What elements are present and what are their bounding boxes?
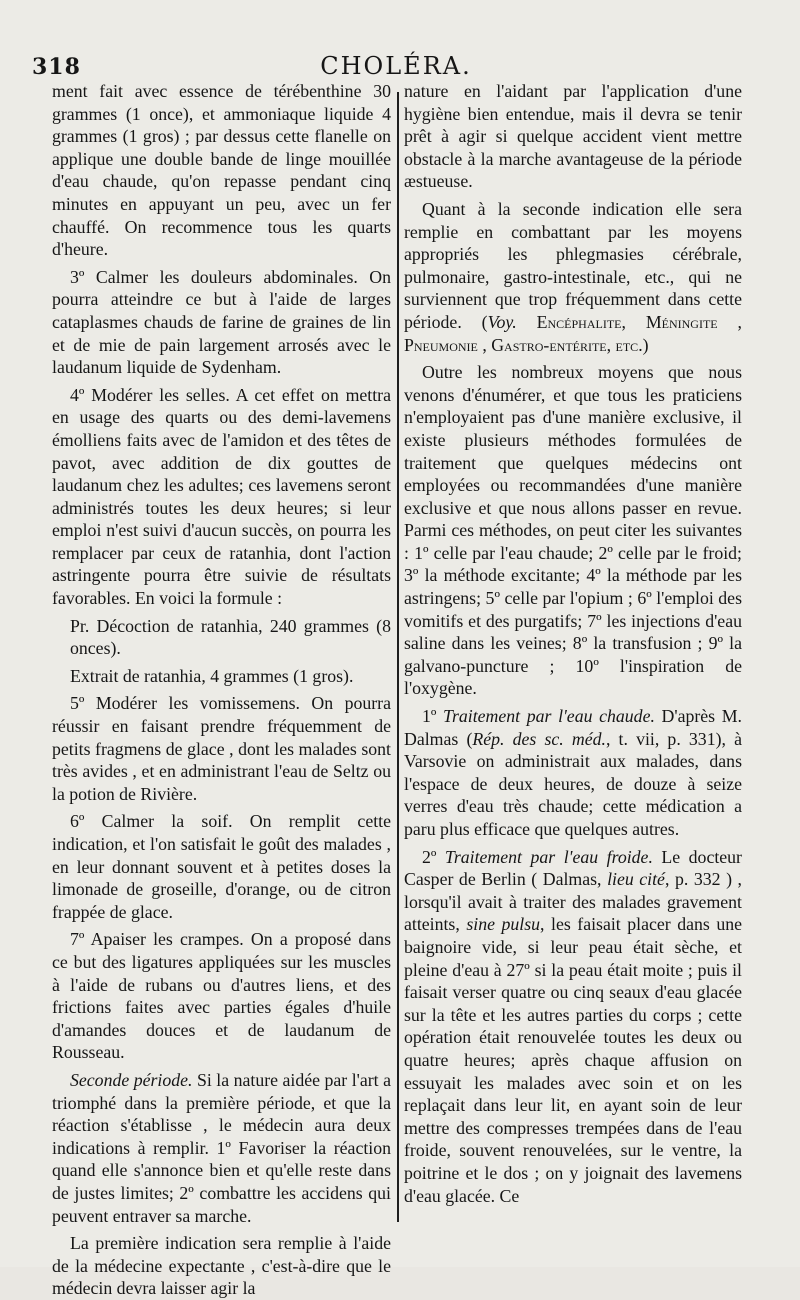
paragraph-text: , les faisait placer dans une baignoire vide, si leur peau était sèche, et pleine d'eau à 27º si la peau était moite ; puis il faisait verser quatre ou cinq seaux d'eau glacée sur la tête et les autres parties du corps ; cette opération était renouvelée toutes les deux ou quatre heures; après chaque affusion on essuyait les malades avec soin et on les replaçait dans leur lit, en ayant soin de leur mettre des compresses trempées dans de l'eau froide, souvent renouvelées, sur le ventre, la poitrine et le dos ; on y joignait des lavemens d'eau glacée. Ce — [404, 914, 742, 1206]
paragraph: Outre les nombreux moyens que nous venons d'énumérer, et que tous les praticiens n'employaient pas d'une manière exclusive, il existe plusieurs méthodes formulées de traitement que quelques médecins ont employées ou recommandées d'une manière exclusive et que nous allons passer en revue. Parmi ces méthodes, on peut citer les suivantes : 1º celle par l'eau chaude; 2º celle par le froid; 3º la méthode excitante; 4º la méthode par les astringens; 5º celle par l'opium ; 6º l'emploi des vomitifs et des purgatifs; 7º les injections d'eau saline dans les veines; 8º la transfusion ; 9º la galvano-puncture ; 10º l'inspiration de l'oxygène. — [404, 362, 742, 699]
text-columns — [52, 80, 742, 1299]
cross-reference-list: Encéphalite, Méningite , Pneumonie , Gastro-entérite, etc.) — [404, 311, 742, 355]
column-divider — [397, 92, 399, 1222]
right-column — [404, 80, 742, 1220]
page-header — [32, 48, 760, 84]
page-number: 318 — [32, 54, 81, 80]
latin-term: sine pulsu — [466, 914, 541, 935]
item-number: 1º — [422, 706, 444, 727]
running-title: CHOLÉRA. — [320, 52, 472, 80]
paragraph-text: Si la nature aidée par l'art a triomphé dans la première période, et que la réaction s'établisse , le médecin aura deux indications à remplir. 1º Favoriser la réaction quand elle s'annonce bien et qu'elle reste dans de justes limites; 2º combattre les accidens qui peuvent entraver sa marche. — [52, 1069, 391, 1226]
paragraph: 6º Calmer la soif. On remplit cette indication, et l'on satisfait le goût des malades , en leur donnant souvent et à petites doses la limonade de groseille, d'orange, ou de citron frappée de glace. — [52, 811, 391, 922]
section-heading: Traitement par l'eau froide. — [444, 846, 653, 867]
paragraph — [404, 198, 742, 356]
paragraph-text: , p. 332 ) , lorsqu'il avait à traiter des malades gravement atteints, — [404, 869, 742, 935]
citation: lieu cité — [607, 869, 665, 890]
paragraph: 3º Calmer les douleurs abdominales. On pourra atteindre ce but à l'aide de larges cataplasmes chauds de farine de graines de lin et de mie de pain largement arrosés avec le laudanum liquide de Sydenham. — [52, 266, 391, 378]
paragraph-text: Le docteur Casper de Berlin ( Dalmas, — [404, 846, 742, 890]
item-number: 2º — [422, 846, 445, 867]
recipe-line: Pr. Décoction de ratanhia, 240 grammes (8 onces). — [70, 615, 391, 659]
paragraph — [52, 1069, 391, 1227]
paragraph-text: , t. vii, p. 331), à Varsovie on administrait aux malades, dans l'espace de deux heures, de douze à seize verres d'eau très chaude; cette médication a paru plus efficace que quelques autres. — [404, 728, 742, 839]
paragraph: ment fait avec essence de térébenthine 30 grammes (1 once), et ammoniaque liquide 4 grammes (1 gros) ; par dessus cette flanelle on applique une double bande de linge mouillée d'eau chaude, qu'on repasse pendant cinq minutes en appuyant un peu, avec un fer chauffé. On recommence tous les quarts d'heure. — [52, 81, 391, 260]
paragraph-text: D'après M. Dalmas ( — [404, 706, 742, 749]
section-heading: Traitement par l'eau chaude. — [443, 706, 655, 727]
paragraph — [404, 705, 742, 841]
section-heading: Seconde période. — [70, 1069, 193, 1090]
recipe-line: Extrait de ratanhia, 4 grammes (1 gros). — [70, 665, 354, 686]
paragraph — [404, 846, 742, 1208]
left-column — [52, 80, 391, 1299]
cross-reference: Voy. — [487, 311, 517, 332]
paragraph: nature en l'aidant par l'application d'une hygiène bien entendue, mais il devra se tenir prêt à agir si quelque accident vient mettre obstacle à la marche avantageuse de la période æstueuse. — [404, 81, 742, 192]
paragraph-text: Quant à la seconde indication elle sera remplie en combattant par les moyens appropriés les phlegmasies cérébrale, pulmonaire, gastro-intestinale, etc., qui ne surviennent que trop fréquemment dans cette période. ( — [404, 198, 742, 332]
paragraph: 7º Apaiser les crampes. On a proposé dans ce but des ligatures appliquées sur les muscles à l'aide de rubans ou d'autres liens, et des frictions faites avec parties égales d'huile d'amandes douces et de laudanum de Rousseau. — [52, 929, 391, 1063]
paragraph: 4º Modérer les selles. A cet effet on mettra en usage des quarts ou des demi-lavemens émolliens faits avec de l'amidon et des têtes de pavot, avec addition de dix gouttes de laudanum chez les adultes; ces lavemens seront administrés toutes les deux heures; si leur emploi n'est suivi d'aucun succès, on pourra les remplacer par ceux de ratanhia, dont l'action astringente pourra être suivie de résultats favorables. En voici la formule : — [52, 384, 391, 609]
citation: Rép. des sc. méd. — [472, 728, 606, 749]
paragraph: 5º Modérer les vomissemens. On pourra réussir en faisant prendre fréquemment de petits fragmens de glace , dont les malades sont très avides , et en administrant l'eau de Seltz ou la potion de Rivière. — [52, 693, 391, 804]
paragraph: La première indication sera remplie à l'aide de la médecine expectante , c'est-à-dire que le médecin devra laisser agir la — [52, 1233, 391, 1299]
